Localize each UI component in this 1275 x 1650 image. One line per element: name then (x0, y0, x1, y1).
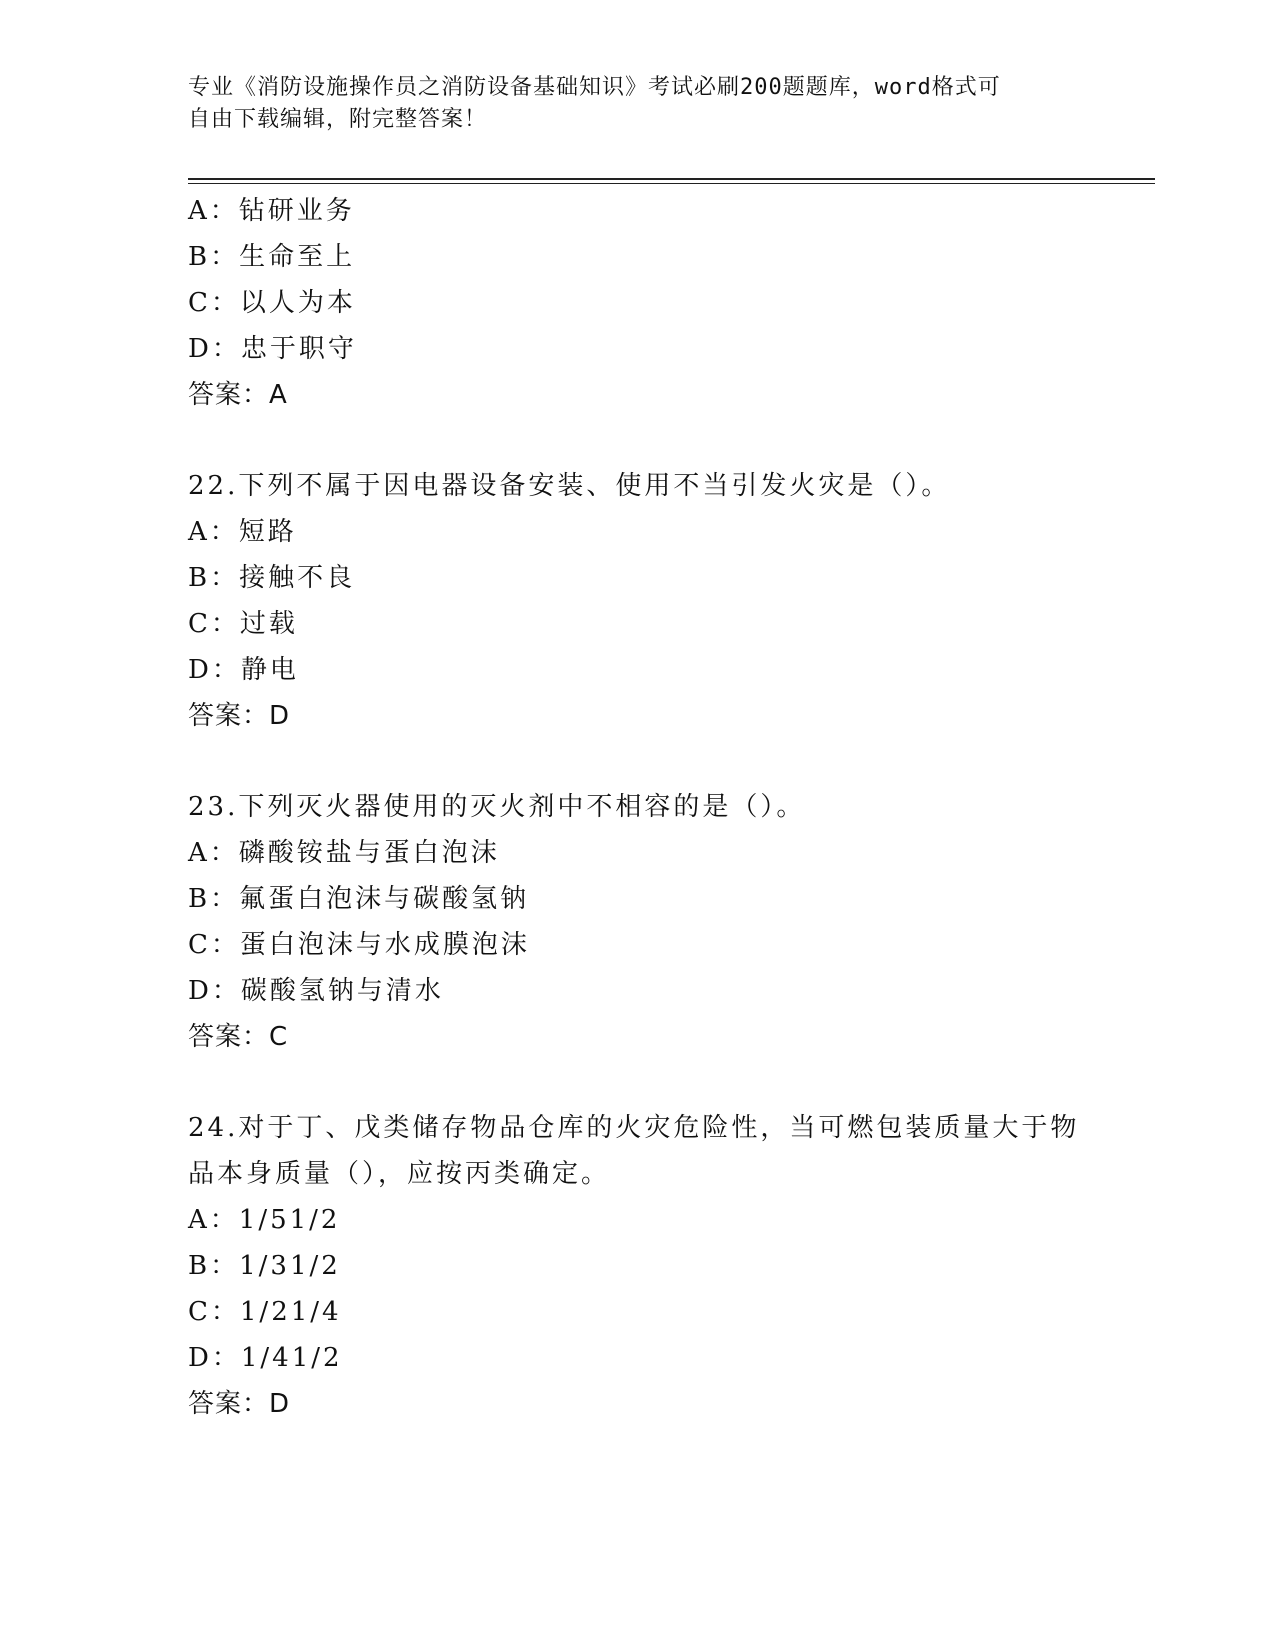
question-22 (188, 463, 1148, 739)
question-21 (188, 188, 1148, 418)
question-stem: 22.下列不属于因电器设备安装、使用不当引发火灾是（）。 (188, 471, 951, 501)
question-stem-line-2: 品本身质量（），应按丙类确定。 (188, 1159, 611, 1189)
option-a: A：短路 (188, 517, 297, 547)
question-24 (188, 1105, 1148, 1427)
option-a: A：磷酸铵盐与蛋白泡沫 (188, 838, 500, 868)
option-a: A：1/51/2 (188, 1205, 341, 1235)
option-b: B：生命至上 (188, 242, 356, 272)
header-line-2: 自由下载编辑，附完整答案！ (188, 107, 488, 132)
document-header (188, 72, 1068, 136)
question-stem: 23.下列灭火器使用的灭火剂中不相容的是（）。 (188, 792, 806, 822)
option-a: A：钻研业务 (188, 196, 355, 226)
header-line-1: 专业《消防设施操作员之消防设备基础知识》考试必刷200题题库，word格式可 (188, 75, 1001, 100)
answer-line: 答案：A (188, 380, 288, 410)
option-d: D：1/41/2 (188, 1343, 343, 1373)
option-d: D：碳酸氢钠与清水 (188, 976, 444, 1006)
option-c: C：过载 (188, 609, 298, 639)
option-c: C：蛋白泡沫与水成膜泡沫 (188, 930, 530, 960)
header-divider-thick (188, 178, 1155, 180)
question-list (188, 188, 1148, 1427)
option-b: B：接触不良 (188, 563, 356, 593)
option-d: D：静电 (188, 655, 299, 685)
answer-line: 答案：D (188, 701, 291, 731)
header-divider-thin (188, 183, 1155, 184)
option-b: B：1/31/2 (188, 1251, 341, 1281)
answer-line: 答案：D (188, 1389, 291, 1419)
option-d: D：忠于职守 (188, 334, 357, 364)
option-c: C：1/21/4 (188, 1297, 342, 1327)
question-stem-line-1: 24.对于丁、戊类储存物品仓库的火灾危险性，当可燃包装质量大于物 (188, 1113, 1080, 1143)
question-23 (188, 784, 1148, 1060)
answer-line: 答案：C (188, 1022, 289, 1052)
option-b: B：氟蛋白泡沫与碳酸氢钠 (188, 884, 530, 914)
option-c: C：以人为本 (188, 288, 356, 318)
